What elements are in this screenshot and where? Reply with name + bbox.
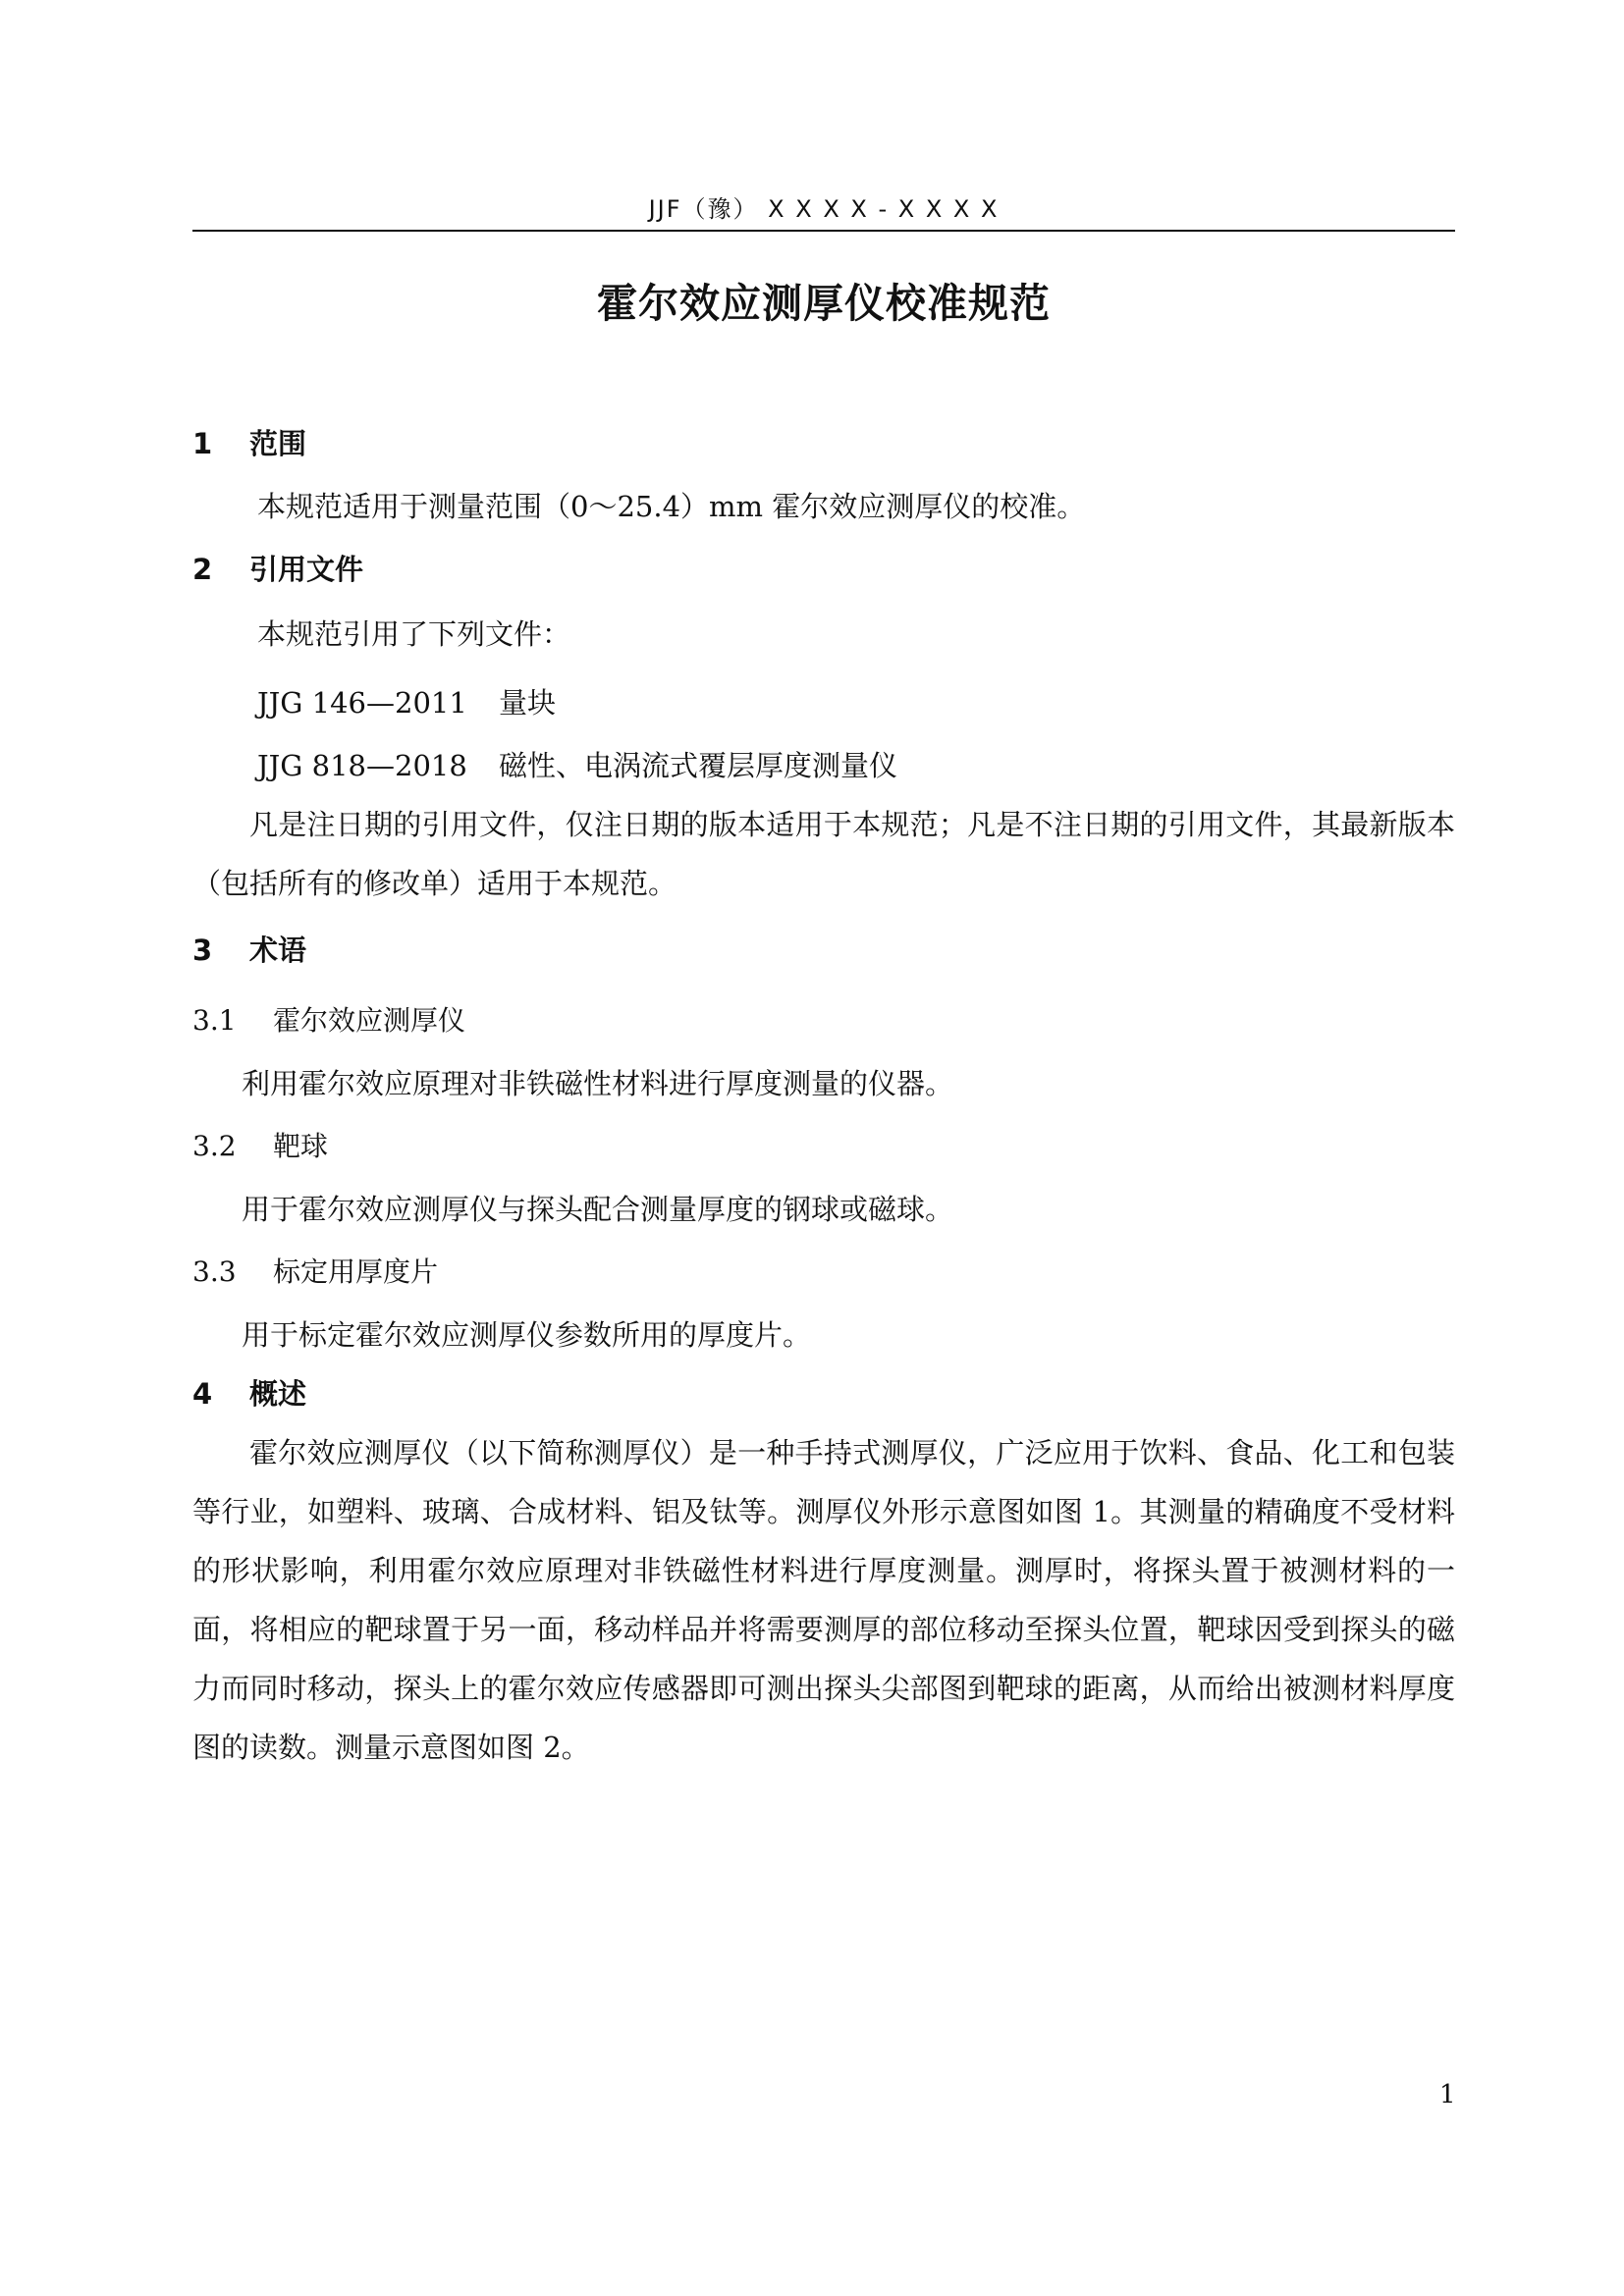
section-4-body: 霍尔效应测厚仪（以下简称测厚仪）是一种手持式测厚仪，广泛应用于饮料、食品、化工和包装等行业，如塑料、玻璃、合成材料、铝及钛等。测厚仪外形示意图如图 1。其测量的精确度不受材料的形状影响，利用霍尔效应原理对非铁磁性材料进行厚度测量。测厚时，将探头置于被测材料的一面，将相应的靶球置于另一面，移动样品并将需要测厚的部位移动至探头位置，靶球因受到探头的磁力而同时移动，探头上的霍尔效应传感器即可测出探头尖部图到靶球的距离，从而给出被测材料厚度图的读数。测量示意图如图 2。 (192, 1436, 1455, 1764)
section-2-note: 凡是注日期的引用文件，仅注日期的版本适用于本规范；凡是不注日期的引用文件，其最新版本（包括所有的修改单）适用于本规范。 (192, 808, 1455, 900)
section-number: 4 (192, 1377, 213, 1411)
section-number: 2 (192, 553, 213, 586)
section-number: 1 (192, 427, 213, 460)
reference-item (257, 681, 556, 721)
reference-name: 磁性、电涡流式覆层厚度测量仪 (499, 749, 898, 782)
reference-code: JJG 146—2011 (257, 686, 467, 720)
reference-code: JJG 818—2018 (257, 749, 467, 782)
term-3-2-definition: 用于霍尔效应测厚仪与探头配合测量厚度的钢球或磁球。 (242, 1193, 954, 1226)
term-3-1-definition: 利用霍尔效应原理对非铁磁性材料进行厚度测量的仪器。 (242, 1067, 954, 1100)
section-3-heading (192, 929, 306, 969)
term-number: 3.1 (192, 1004, 237, 1037)
section-2-heading (192, 548, 363, 588)
document-code-header: JJF（豫） X X X X - X X X X (648, 195, 1000, 223)
term-name: 标定用厚度片 (273, 1255, 439, 1288)
section-1-body: 本规范适用于测量范围（0～25.4）mm 霍尔效应测厚仪的校准。 (257, 490, 1086, 523)
term-3-1-heading (192, 999, 465, 1039)
section-title: 引用文件 (249, 553, 364, 586)
section-2-intro: 本规范引用了下列文件： (257, 617, 571, 651)
term-number: 3.3 (192, 1255, 237, 1288)
reference-item (257, 744, 897, 784)
reference-name: 量块 (499, 686, 557, 720)
header-rule (192, 230, 1455, 232)
term-name: 霍尔效应测厚仪 (273, 1004, 466, 1037)
term-3-3-heading (192, 1251, 438, 1290)
section-title: 术语 (249, 934, 307, 967)
section-title: 概述 (249, 1377, 307, 1411)
term-name: 靶球 (273, 1130, 329, 1162)
term-3-2-heading (192, 1125, 328, 1164)
section-title: 范围 (249, 427, 307, 460)
term-number: 3.2 (192, 1130, 237, 1162)
section-number: 3 (192, 934, 213, 967)
section-4-heading (192, 1372, 306, 1413)
page-number: 1 (1439, 2080, 1456, 2109)
term-3-3-definition: 用于标定霍尔效应测厚仪参数所用的厚度片。 (242, 1318, 812, 1352)
section-1-heading (192, 422, 306, 462)
document-title: 霍尔效应测厚仪校准规范 (597, 280, 1051, 327)
